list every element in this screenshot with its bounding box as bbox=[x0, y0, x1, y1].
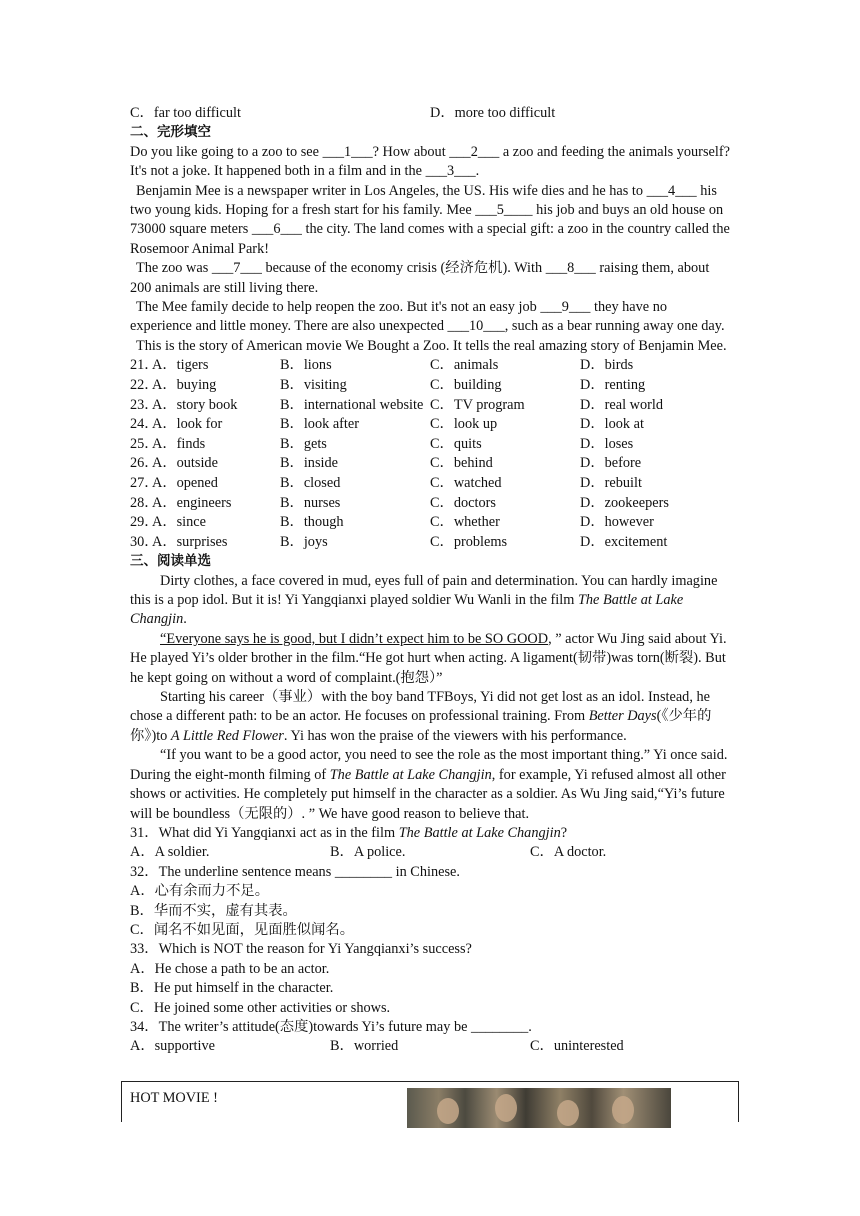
option: B．worried bbox=[330, 1038, 399, 1055]
reading-paragraph-1: Dirty clothes, a face covered in mud, eyes full of pain and determination. You can hardly imagine this is a pop idol. But it is! Yi Yangqianxi played soldier Wu Wanli in the film The Battle at Lake Changjin. bbox=[130, 572, 718, 628]
option: C．building bbox=[430, 376, 502, 393]
option: D．however bbox=[580, 514, 654, 531]
option: B．look after bbox=[280, 416, 360, 433]
question-number: 29． bbox=[130, 514, 159, 531]
question-number: 22． bbox=[130, 376, 159, 393]
cloze-question-row bbox=[130, 435, 732, 455]
question-32: 32．The underline sentence means ________ in Chinese. bbox=[130, 863, 460, 880]
option: C．TV program bbox=[430, 396, 525, 413]
cloze-question-row bbox=[130, 533, 732, 553]
option: C．problems bbox=[430, 533, 508, 550]
question-number: 30． bbox=[130, 533, 159, 550]
section-heading-cloze: 二、完形填空 bbox=[130, 124, 211, 141]
section-heading-reading: 三、阅读单选 bbox=[130, 553, 211, 570]
question-number: 27． bbox=[130, 474, 159, 491]
question-number: 28． bbox=[130, 494, 159, 511]
cloze-question-row bbox=[130, 356, 732, 376]
question-number: 23． bbox=[130, 396, 159, 413]
question-33: 33．Which is NOT the reason for Yi Yangqianxi’s success? bbox=[130, 941, 472, 958]
question-34-options bbox=[130, 1037, 732, 1056]
option: B．A police. bbox=[330, 844, 406, 861]
option: C．He joined some other activities or shows. bbox=[130, 999, 391, 1016]
cloze-question-row bbox=[130, 513, 732, 533]
option: B．inside bbox=[280, 455, 338, 472]
option: D．birds bbox=[580, 357, 634, 374]
cloze-paragraph-3: The zoo was ___7___ because of the economy crisis (经济危机). With ___8___ raising them, about 200 animals are still living there. bbox=[130, 260, 710, 296]
option: C．闻名不如见面，见面胜似闻名。 bbox=[130, 921, 354, 938]
option: B．lions bbox=[280, 357, 332, 374]
option: C．whether bbox=[430, 514, 500, 531]
question-number: 26． bbox=[130, 455, 159, 472]
option: C．look up bbox=[430, 416, 498, 433]
q20-option-d: D．more too difficult bbox=[430, 105, 556, 121]
option: D．zookeepers bbox=[580, 494, 669, 511]
option: A．look for bbox=[152, 416, 223, 433]
cloze-question-row bbox=[130, 454, 732, 474]
option: A．since bbox=[152, 514, 206, 531]
underlined-sentence: “Everyone says he is good, but I didn’t expect him to be SO GOOD bbox=[160, 630, 549, 647]
reading-paragraph-3: Starting his career（事业）with the boy band TFBoys, Yi did not get lost as an idol. Instead, he chose a different path: to be an actor. He focuses on professional training. From Better Days(《少年的你》)to A Little Red Flower. Yi has won the praise of the viewers with his performance. bbox=[130, 689, 712, 744]
option: C．behind bbox=[430, 455, 493, 472]
question-34: 34．The writer’s attitude(态度)towards Yi’s future may be ________. bbox=[130, 1018, 532, 1035]
question-number: 24． bbox=[130, 416, 159, 433]
cloze-question-row bbox=[130, 474, 732, 494]
option: B．nurses bbox=[280, 494, 341, 511]
option: B．joys bbox=[280, 533, 328, 550]
q20-options bbox=[130, 104, 732, 123]
option: B．closed bbox=[280, 474, 341, 491]
option: B．visiting bbox=[280, 376, 347, 393]
option: B．gets bbox=[280, 435, 327, 452]
option: A．He chose a path to be an actor. bbox=[130, 960, 330, 977]
box-title: HOT MOVIE ! bbox=[130, 1090, 218, 1106]
question-number: 25． bbox=[130, 435, 159, 452]
reading-paragraph-2: “Everyone says he is good, but I didn’t expect him to be SO GOOD, ” actor Wu Jing said about Yi. He played Yi’s older brother in the film.“He got hurt when acting. A ligament(韧带)was torn(断裂). But he kept going on without a word of complaint.(抱怨）” bbox=[130, 630, 727, 686]
film-title: A Little Red Flower bbox=[170, 727, 284, 744]
option: A．story book bbox=[152, 396, 238, 413]
option: A．finds bbox=[152, 435, 206, 452]
option: D．before bbox=[580, 455, 642, 472]
film-title: The Battle at Lake Changjin bbox=[130, 592, 684, 628]
option: A．opened bbox=[152, 474, 218, 491]
cloze-paragraph-2: Benjamin Mee is a newspaper writer in Los Angeles, the US. His wife dies and he has to ___4___ his two young kids. Hoping for a fresh start for his family. Mee ___5____ his job and buys an old house on 73000 square meters ___6___ the city. The land comes with a special gift: a zoo in the country called the Rosemoor Animal Park! bbox=[130, 182, 730, 257]
option: D．loses bbox=[580, 435, 634, 452]
option: C．doctors bbox=[430, 494, 496, 511]
option: A．A soldier. bbox=[130, 844, 210, 861]
document-body bbox=[130, 104, 732, 1057]
option: C．watched bbox=[430, 474, 502, 491]
option: B．international website bbox=[280, 396, 424, 413]
option: C．quits bbox=[430, 435, 482, 452]
cloze-question-row bbox=[130, 376, 732, 396]
question-number: 21． bbox=[130, 357, 159, 374]
film-title: The Battle at Lake Changjin bbox=[329, 766, 492, 783]
option: D．excitement bbox=[580, 533, 668, 550]
movie-poster-image bbox=[407, 1088, 671, 1128]
option: A．心有余而力不足。 bbox=[130, 883, 269, 900]
question-31-options bbox=[130, 843, 732, 862]
option: C．A doctor. bbox=[530, 844, 607, 861]
film-title: Better Days bbox=[588, 708, 657, 725]
cloze-question-row bbox=[130, 415, 732, 435]
option: B．华而不实，虚有其表。 bbox=[130, 902, 297, 919]
q20-option-c: C．far too difficult bbox=[130, 105, 241, 121]
option: B．He put himself in the character. bbox=[130, 980, 334, 997]
cloze-options-list bbox=[130, 356, 732, 552]
option: B．though bbox=[280, 514, 344, 531]
option: A．surprises bbox=[152, 533, 228, 550]
option: A．outside bbox=[152, 455, 218, 472]
cloze-question-row bbox=[130, 395, 732, 415]
option: A．tigers bbox=[152, 357, 209, 374]
option: D．rebuilt bbox=[580, 474, 642, 491]
option: A．engineers bbox=[152, 494, 232, 511]
hot-movie-box bbox=[121, 1081, 739, 1122]
option: C．animals bbox=[430, 357, 499, 374]
cloze-paragraph-5: This is the story of American movie We Bought a Zoo. It tells the real amazing story of Benjamin Mee. bbox=[136, 337, 727, 354]
cloze-paragraph-4: The Mee family decide to help reopen the zoo. But it's not an easy job ___9___ they have no experience and little money. There are also unexpected ___10___, such as a bear running away one day. bbox=[130, 299, 725, 335]
option: D．real world bbox=[580, 396, 663, 413]
cloze-question-row bbox=[130, 493, 732, 513]
option: D．renting bbox=[580, 376, 646, 393]
reading-paragraph-4: “If you want to be a good actor, you need to see the role as the most important thing.” Yi once said. During the eight-month filming of The Battle at Lake Changjin, for example, Yi refused almost all other shows or activities. He completely put himself in the character as a soldier. As Wu Jing said,“Yi’s future will be boundless（无限的）. ” We have good reason to believe that. bbox=[130, 747, 728, 822]
option: C．uninterested bbox=[530, 1038, 624, 1055]
option: D．look at bbox=[580, 416, 644, 433]
option: A．buying bbox=[152, 376, 217, 393]
cloze-paragraph-1: Do you like going to a zoo to see ___1___? How about ___2___ a zoo and feeding the animals yourself? It's not a joke. It happened both in a film and in the ___3___. bbox=[130, 143, 730, 180]
option: A．supportive bbox=[130, 1038, 215, 1055]
question-31: 31．What did Yi Yangqianxi act as in the film The Battle at Lake Changjin? bbox=[130, 824, 568, 841]
